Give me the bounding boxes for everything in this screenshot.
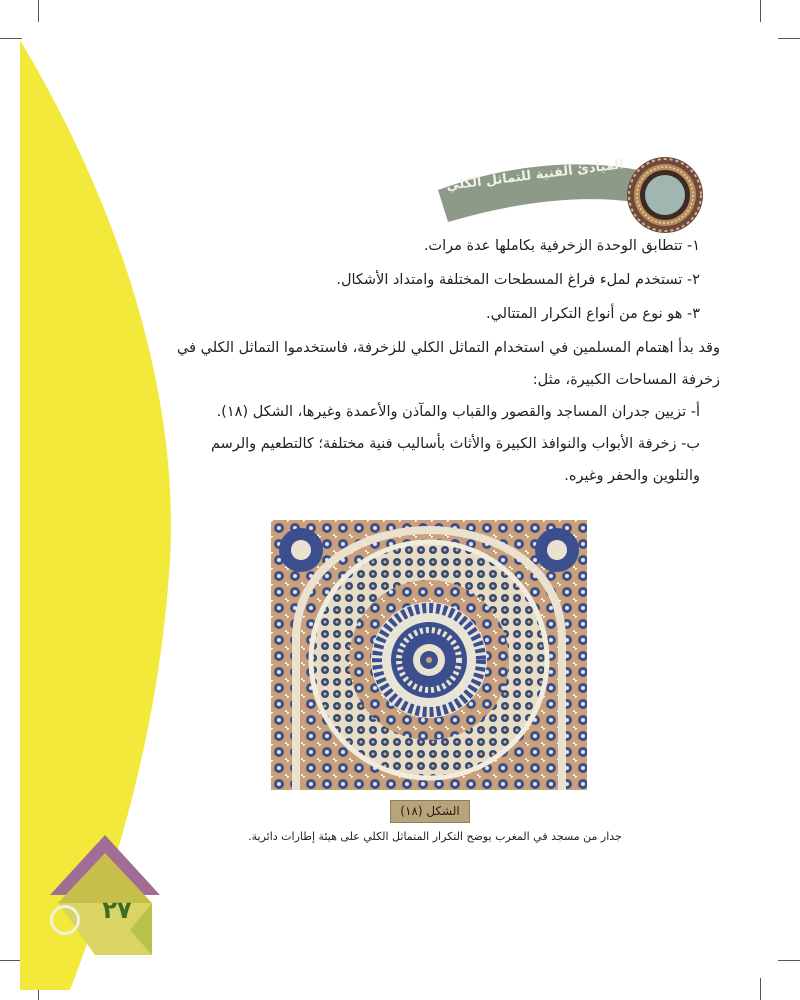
- moroccan-mosaic-photo: [271, 520, 587, 790]
- paragraph-line-1: وقد بدأ اهتمام المسلمين في استخدام التماثل الكلي للزخرفة، فاستخدموا التماثل الكلي في: [177, 340, 720, 356]
- example-b-line-1: ب- زخرفة الأبواب والنوافذ الكبيرة والأثاث بأساليب فنية مختلفة؛ كالتطعيم والرسم: [210, 436, 700, 452]
- page-number: ٢٧: [102, 896, 132, 924]
- figure-label: الشكل (١٨): [390, 800, 470, 823]
- paragraph-line-2: زخرفة المساحات الكبيرة، مثل:: [532, 372, 720, 388]
- example-a: أ- تزيين جدران المساجد والقصور والقباب والمآذن والأعمدة وغيرها، الشكل (١٨).: [216, 404, 700, 420]
- point-1: ١- تتطابق الوحدة الزخرفية بكاملها عدة مرات.: [423, 238, 700, 254]
- point-3: ٣- هو نوع من أنواع التكرار المتتالي.: [485, 306, 700, 322]
- example-b-line-2: والتلوين والحفر وغيره.: [564, 468, 700, 484]
- point-2: ٢- تستخدم لملء فراغ المسطحات المختلفة وامتداد الأشكال.: [336, 272, 700, 288]
- section-title: المبادئ الفنية للتماثل الكلي: [445, 157, 625, 194]
- logo-icon: [50, 905, 80, 935]
- figure-caption: جدار من مسجد في المغرب يوضح التكرار المتماثل الكلي على هيئة إطارات دائرية.: [248, 830, 622, 843]
- rosette-medallion-icon: [627, 157, 703, 233]
